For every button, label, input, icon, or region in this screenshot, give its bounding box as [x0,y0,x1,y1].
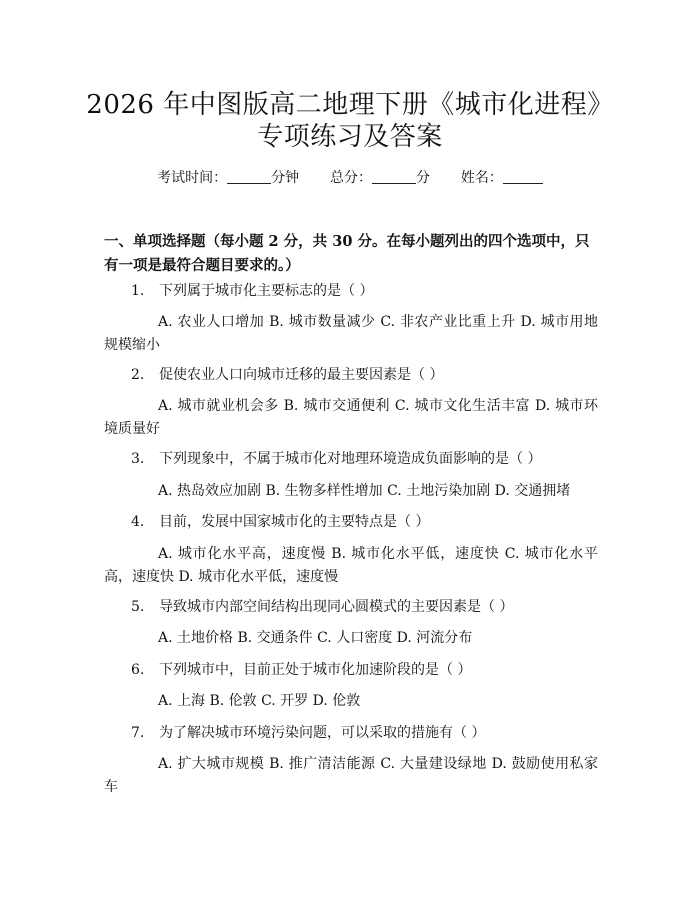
name-label: 姓名： [460,170,503,186]
name-blank [503,169,543,184]
exam-time-unit: 分钟 [271,170,300,186]
question-options: A. 上海 B. 伦敦 C. 开罗 D. 伦敦 [158,693,361,709]
question-options: A. 土地价格 B. 交通条件 C. 人口密度 D. 河流分布 [158,630,473,646]
document-title-line1: 2026 年中图版高二地理下册《城市化进程》 [86,90,614,120]
exam-time-blank [227,169,271,184]
question-options: A. 城市就业机会多 B. 城市交通便利 C. 城市文化生活丰富 D. 城市环境质量好 [104,398,598,437]
question-stem: 5. 导致城市内部空间结构出现同心圆模式的主要因素是（ ） [131,599,514,615]
question-options: A. 农业人口增加 B. 城市数量减少 C. 非农产业比重上升 D. 城市用地规模缩小 [104,314,598,353]
question-stem: 3. 下列现象中，不属于城市化对地理环境造成负面影响的是（ ） [131,451,542,467]
document-title-line2: 专项练习及答案 [257,122,443,152]
question-stem: 6. 下列城市中，目前正处于城市化加速阶段的是（ ） [131,662,472,678]
question-stem: 2. 促使农业人口向城市迁移的最主要因素是（ ） [131,367,444,383]
question-options: A. 扩大城市规模 B. 推广清洁能源 C. 大量建设绿地 D. 鼓励使用私家车 [104,756,598,795]
exam-info-line [0,167,700,189]
question-stem: 1. 下列属于城市化主要标志的是（ ） [131,283,374,299]
total-score-label: 总分： [330,170,372,186]
exam-time-label: 考试时间： [157,170,228,186]
section-heading: 一、单项选择题（每小题 2 分，共 30 分。在每小题列出的四个选项中，只有一项是最符合题目要求的。） [104,233,590,274]
question-options: A. 热岛效应加剧 B. 生物多样性增加 C. 土地污染加剧 D. 交通拥堵 [158,483,571,499]
question-options: A. 城市化水平高，速度慢 B. 城市化水平低，速度快 C. 城市化水平高，速度快 D. 城市化水平低，速度慢 [104,546,598,585]
question-stem: 4. 目前，发展中国家城市化的主要特点是（ ） [131,514,430,530]
total-score-unit: 分 [416,170,430,186]
total-score-blank [372,169,416,184]
question-stem: 7. 为了解决城市环境污染问题，可以采取的措施有（ ） [131,725,486,741]
